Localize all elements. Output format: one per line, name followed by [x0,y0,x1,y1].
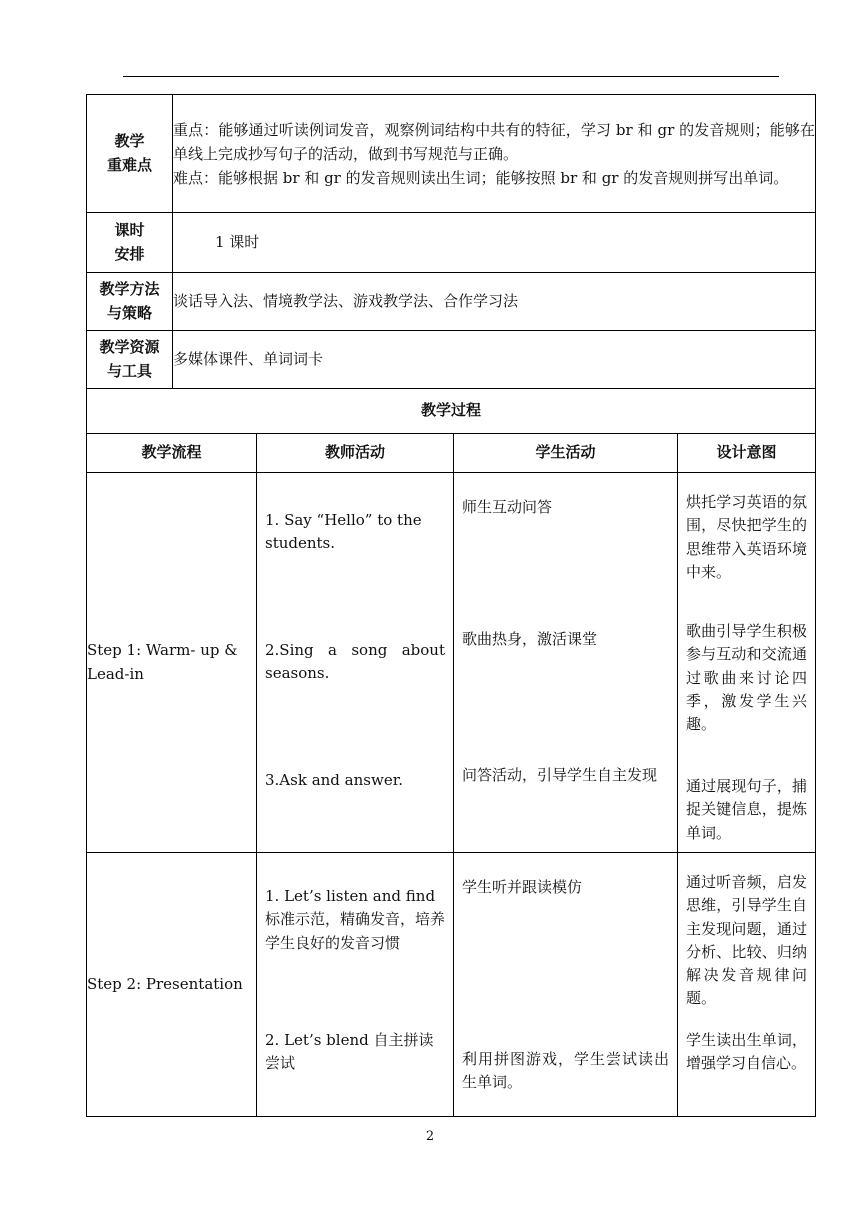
step-1-student-cell [454,473,678,853]
step-1-student-activity: 问答活动，引导学生自主发现 [462,766,658,784]
row-resources [87,331,816,389]
difficult-point-text: 难点：能够根据 br 和 gr 的发音规则读出生词；能够按照 br 和 gr 的发音规则拼写出单词。 [173,168,789,187]
row-step-1 [87,473,816,853]
step-2-name: Step 2: Presentation [87,853,257,1117]
header-rule [123,76,779,77]
step-2-design-purpose: 学生读出生单词，增强学习自信心。 [686,1031,807,1073]
step-2-student-activity: 学生听并跟读模仿 [462,878,583,896]
lesson-plan-table [86,94,816,1117]
step-1-name: Step 1: Warm- up & Lead-in [87,473,257,853]
row-process-title [87,389,816,434]
row-key-points [87,95,816,213]
step-2-purpose-cell [678,853,816,1117]
step-1-teacher-activity: 2.Sing a song about seasons. [265,641,445,683]
row-time [87,213,816,273]
step-2-student-cell [454,853,678,1117]
step-2-teacher-activity: 1. Let’s listen and find 标准示范，精确发音，培养学生良好的发音习惯 [265,887,446,952]
methods-value: 谈话导入法、情境教学法、游戏教学法、合作学习法 [173,273,816,331]
step-1-student-activity: 师生互动问答 [462,498,553,516]
step-2-student-activity: 利用拼图游戏，学生尝试读出生单词。 [462,1050,669,1092]
label-methods: 教学方法 与策略 [87,273,173,331]
col-header-purpose: 设计意图 [678,434,816,473]
page-number: 2 [425,1129,435,1144]
step-2-teacher-cell [257,853,454,1117]
step-1-design-purpose: 歌曲引导学生积极参与互动和交流通过歌曲来讨论四季，激发学生兴趣。 [686,622,807,733]
col-header-teacher: 教师活动 [257,434,454,473]
step-1-teacher-activity: 1. Say “Hello” to the students. [265,511,422,553]
resources-value: 多媒体课件、单词词卡 [173,331,816,389]
row-step-2 [87,853,816,1117]
step-1-student-activity: 歌曲热身，激活课堂 [462,630,598,648]
step-1-purpose-cell [678,473,816,853]
row-methods [87,273,816,331]
col-header-student: 学生活动 [454,434,678,473]
step-1-design-purpose: 通过展现句子，捕捉关键信息，提炼单词。 [686,777,807,842]
step-1-teacher-activity: 3.Ask and answer. [265,771,403,789]
label-resources: 教学资源 与工具 [87,331,173,389]
col-header-flow: 教学流程 [87,434,257,473]
process-title: 教学过程 [87,389,816,434]
key-points-content [173,95,816,213]
step-2-design-purpose: 通过听音频，启发思维，引导学生自主发现问题，通过分析、比较、归纳解决发音规律问题。 [686,873,807,1008]
step-2-teacher-activity: 2. Let’s blend 自主拼读尝试 [265,1031,434,1073]
key-point-text: 重点：能够通过听读例词发音，观察例词结构中共有的特征，学习 br 和 gr 的发音规则；能够在单线上完成抄写句子的活动，做到书写规范与正确。 [173,120,815,163]
time-value: 1 课时 [173,213,816,273]
label-key-points: 教学 重难点 [87,95,173,213]
step-1-teacher-cell [257,473,454,853]
row-column-headers [87,434,816,473]
label-time: 课时 安排 [87,213,173,273]
step-1-design-purpose: 烘托学习英语的氛围，尽快把学生的思维带入英语环境中来。 [686,493,807,581]
